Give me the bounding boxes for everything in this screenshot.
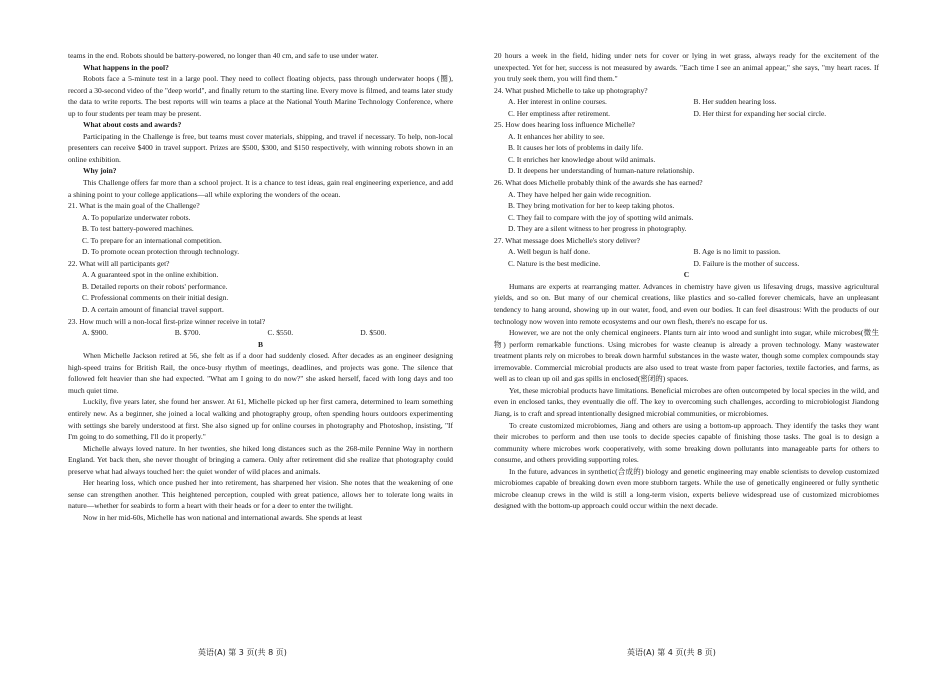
section-heading: What happens in the pool? (83, 62, 169, 72)
section-heading: What about costs and awards? (83, 120, 182, 130)
section-heading: Why join? (83, 166, 117, 176)
question-24: 24. What pushed Michelle to take up photography? (494, 85, 648, 95)
paragraph: Luckily, five years later, she found her answer. At 61, Michelle picked up her first camera, determined to learn something entirely new. As a beginner, she joined a local walking and photography group, often spending hours outdoors experimenting with settings she barely understood at first. She also signed up for online courses in photography and Photoshop, insisting, "If I'm going to do something, I'll do it properly." (68, 397, 453, 442)
paragraph: This Challenge offers far more than a school project. It is a chance to test ideas, gain real engineering experience, and add a shining point to your college applications—all while exploring the wonders of the ocean. (68, 178, 453, 199)
option: C. $550. (267, 328, 294, 338)
page-footer-4: 英语(A) 第 4 页(共 8 页) (627, 648, 716, 657)
paragraph: Humans are experts at rearranging matter. Advances in chemistry have given us lifesaving drugs, massive agricultural yields, and so on. But many of our chemical creations, like plastics and so-called forever chemicals, have an unpleasant tendency to hang around, showing up in our water, food, and even our bodies. It can feel disastrous: With the products of our technology now woven into remote ecosystems and our own flesh, there's no escape for us. (494, 281, 879, 326)
option: A. Well begun is half done. (508, 247, 590, 257)
option-row (494, 258, 879, 270)
option: C. It enriches her knowledge about wild animals. (508, 154, 656, 164)
question-27: 27. What message does Michelle's story deliver? (494, 235, 640, 245)
option: C. Professional comments on their initial design. (82, 293, 229, 303)
paragraph: Michelle always loved nature. In her twenties, she hiked long distances such as the 268-mile Pennine Way in northern England. Yet back then, she never thought of bringing a camera. Only after retirement did she realize that photography could preserve what had always touched her: the quiet wonder of wild places and animals. (68, 443, 453, 476)
question-23: 23. How much will a non-local first-prize winner receive in total? (68, 316, 266, 326)
option-row (494, 108, 879, 120)
paragraph: In the future, advances in synthetic(合成的) biology and genetic engineering may enable scientists to develop customized microbiomes capable of breaking down even more stubborn targets. While the use of genetically engineered or fully synthetic microbe cleanup crews in the wild is still a long-term vision, experts believe widespread use of customized microbiomes designed with the bottom-up approach could occur within the next decade. (494, 466, 879, 511)
option-row (494, 96, 879, 108)
question-25: 25. How does hearing loss influence Michelle? (494, 120, 636, 130)
option: A. Her interest in online courses. (508, 97, 607, 107)
option: D. Failure is the mother of success. (693, 258, 800, 268)
question-26: 26. What does Michelle probably think of the awards she has earned? (494, 178, 703, 188)
option: A. $900. (82, 328, 109, 338)
option: B. Her sudden hearing loss. (693, 97, 777, 107)
option: B. $700. (174, 328, 201, 338)
page-footer-3: 英语(A) 第 3 页(共 8 页) (198, 648, 287, 657)
paragraph: Yet, these microbial products have limitations. Beneficial microbes are often outcompeted by local species in the wild, and even in enclosed tanks, they eventually die off. The key to overcoming such challenges, according to microbiologist Jiandong Jiang, is to craft and spread intentionally designed microbial communities, or microbiomes. (494, 385, 879, 418)
option: B. To test battery-powered machines. (82, 224, 194, 234)
paragraph: Robots face a 5-minute test in a large pool. They need to collect floating objects, pass through underwater hoops (圈), record a 30-second video of the "deep world", and finally return to the starting line. Every move is filmed, and teams later study the data to write reports. The best reports will win teams a place at the National Youth Marine Technology Conference, where up to four students per team may be present. (68, 74, 453, 118)
option: A. A guaranteed spot in the online exhibition. (82, 270, 219, 280)
paragraph: However, we are not the only chemical engineers. Plants turn air into wood and sunlight into sugar, while microbes(微生物) perform remarkable functions. Using microbes for waste cleanup is already a proven technology. Many wastewater treatment plants rely on microbes to break down harmful substances in the waste water, though some complex compounds stay irremovable. Commercial microbial products are also used to treat waste from paper factories, textile factories, and farms, as well as to clean up oil and gas spills in enclosed(密闭的) spaces. (494, 328, 879, 384)
option: B. Age is no limit to passion. (693, 247, 781, 257)
option: D. It deepens her understanding of human-nature relationship. (508, 166, 695, 176)
option: D. $500. (360, 328, 387, 338)
option: A. They have helped her gain wide recognition. (508, 189, 651, 199)
passage-label-c: C (683, 270, 690, 280)
option: B. Detailed reports on their robots' performance. (82, 281, 228, 291)
paragraph: To create customized microbiomes, Jiang and others are using a bottom-up approach. They identify the tasks they want their microbes to perform and then use tools to decide species capable of finishing those tasks. The goal is to design a community where microbes work cooperatively, with some breaking down pollutants into manageable parts for others to consume, and others providing supporting roles. (494, 420, 879, 465)
option: C. Her emptiness after retirement. (508, 108, 611, 118)
option-row (68, 327, 453, 339)
paragraph: 20 hours a week in the field, hiding under nets for cover or lying in wet grass, always ready for the excitement of the unexpected. Yet for her, success is not measured by awards. "Each time I see an animal appear," she says, "my heart races. If you truly seek them, you will find them." (494, 51, 879, 84)
option: C. They fail to compare with the joy of spotting wild animals. (508, 212, 694, 222)
option: B. They bring motivation for her to keep taking photos. (508, 201, 675, 211)
option: C. To prepare for an international competition. (82, 235, 222, 245)
page-3-column (68, 50, 453, 523)
option: C. Nature is the best medicine. (508, 258, 601, 268)
question-21: 21. What is the main goal of the Challenge? (68, 201, 200, 211)
page-4-column (494, 50, 879, 512)
option: D. They are a silent witness to her progress in photography. (508, 224, 687, 234)
paragraph: When Michelle Jackson retired at 56, she felt as if a door had suddenly closed. After decades as an engineer designing high-speed trains for British Rail, the once-busy rhythm of meetings, deadlines, and projects was gone. The silence that followed felt heavier than she had expected. "What am I going to do now?" she asked herself, faced with long days and too much quiet time. (68, 351, 453, 395)
option: D. A certain amount of financial travel support. (82, 305, 224, 315)
option: D. Her thirst for expanding her social circle. (693, 108, 827, 118)
paragraph: Her hearing loss, which once pushed her into retirement, has sharpened her vision. She notes that the weakening of one sense can strengthen another. This heightened perception, coupled with great patience, allows her to tolerate long waits in nature—whether for seabirds to form a heart with their heads or for a deer to enter the twilight. (68, 478, 453, 511)
paragraph: Now in her mid-60s, Michelle has won national and international awards. She spends at least (83, 512, 363, 522)
option: D. To promote ocean protection through technology. (82, 247, 240, 257)
option: A. It enhances her ability to see. (508, 131, 605, 141)
paragraph: Participating in the Challenge is free, but teams must cover materials, shipping, and travel if necessary. To help, non-local presenters can receive $400 in travel support. Prizes are $500, $300, and $150 respectively, with winning robots shown in an online exhibition. (68, 131, 453, 164)
paragraph: teams in the end. Robots should be battery-powered, no longer than 40 cm, and safe to use under water. (68, 51, 379, 60)
option: A. To popularize underwater robots. (82, 212, 191, 222)
passage-label-b: B (257, 339, 263, 349)
option-row (494, 246, 879, 258)
question-22: 22. What will all participants get? (68, 258, 170, 268)
option: B. It causes her lots of problems in daily life. (508, 143, 644, 153)
